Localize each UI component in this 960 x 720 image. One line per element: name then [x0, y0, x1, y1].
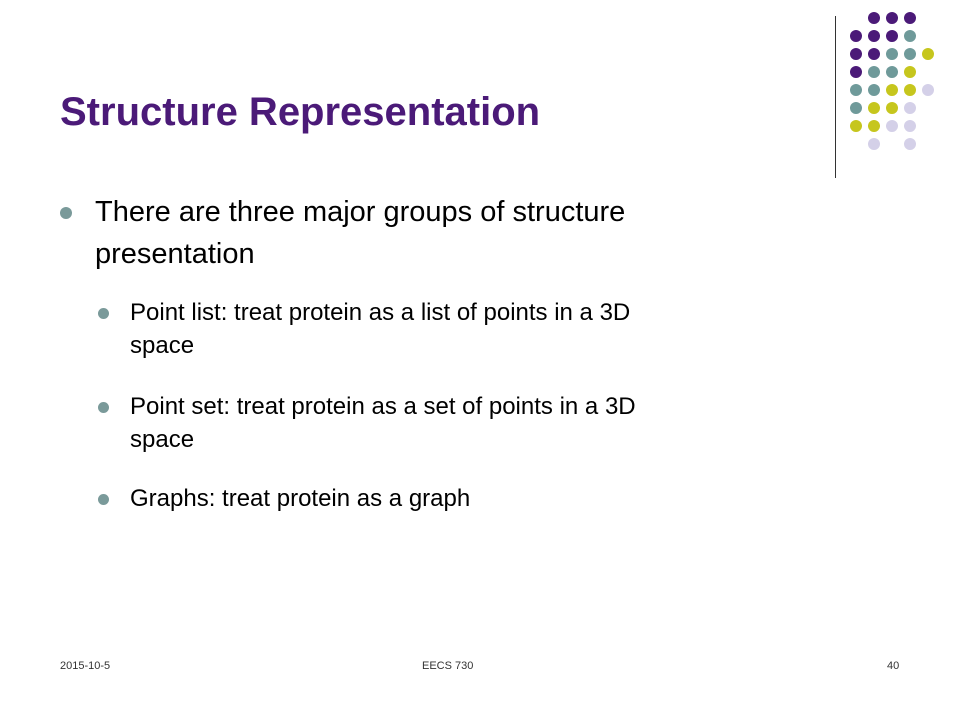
- decorative-dot: [850, 120, 862, 132]
- bullet-marker-icon: [98, 308, 109, 319]
- decorative-dot: [904, 102, 916, 114]
- footer-course: EECS 730: [422, 660, 474, 672]
- decorative-dot: [850, 30, 862, 42]
- bullet-text-line: Graphs: treat protein as a graph: [130, 485, 471, 512]
- bullet-text-line: space: [130, 332, 195, 359]
- bullet-text-line: presentation: [95, 238, 255, 270]
- decorative-dot: [922, 84, 934, 96]
- decorative-dot: [886, 30, 898, 42]
- decorative-dot: [868, 138, 880, 150]
- decorative-dot: [868, 84, 880, 96]
- decorative-dot: [886, 102, 898, 114]
- decorative-dot: [868, 12, 880, 24]
- decorative-dot: [868, 48, 880, 60]
- decorative-dot: [904, 48, 916, 60]
- decorative-dot: [868, 102, 880, 114]
- decorative-dot: [850, 84, 862, 96]
- decorative-dot: [886, 120, 898, 132]
- footer-page-number: 40: [887, 660, 900, 672]
- bullet-text-line: Point list: treat protein as a list of points in a 3D: [130, 299, 631, 326]
- decorative-dot: [868, 120, 880, 132]
- bullet-text-line: space: [130, 426, 195, 453]
- decorative-dot: [850, 102, 862, 114]
- sub-bullet-item: [130, 482, 470, 515]
- slide-title: Structure Representation: [60, 90, 541, 134]
- bullet-item: [95, 191, 625, 275]
- decorative-dot: [904, 120, 916, 132]
- footer-date: 2015-10-5: [60, 660, 111, 672]
- bullet-marker-icon: [98, 402, 109, 413]
- decorative-dot: [850, 48, 862, 60]
- decorative-divider: [835, 16, 836, 178]
- decorative-dot: [886, 12, 898, 24]
- decorative-dot-grid: [850, 12, 950, 154]
- bullet-text-line: Point set: treat protein as a set of points in a 3D: [130, 393, 636, 420]
- bullet-marker-icon: [98, 494, 109, 505]
- decorative-dot: [904, 30, 916, 42]
- decorative-dot: [904, 66, 916, 78]
- bullet-marker-icon: [60, 207, 72, 219]
- decorative-dot: [886, 48, 898, 60]
- decorative-dot: [868, 30, 880, 42]
- sub-bullet-item: [130, 296, 630, 362]
- decorative-dot: [850, 66, 862, 78]
- decorative-dot: [868, 66, 880, 78]
- decorative-dot: [904, 12, 916, 24]
- sub-bullet-item: [130, 390, 636, 456]
- decorative-dot: [886, 84, 898, 96]
- decorative-dot: [922, 48, 934, 60]
- bullet-text-line: There are three major groups of structure: [95, 196, 626, 228]
- decorative-dot: [904, 138, 916, 150]
- decorative-dot: [886, 66, 898, 78]
- decorative-dot: [904, 84, 916, 96]
